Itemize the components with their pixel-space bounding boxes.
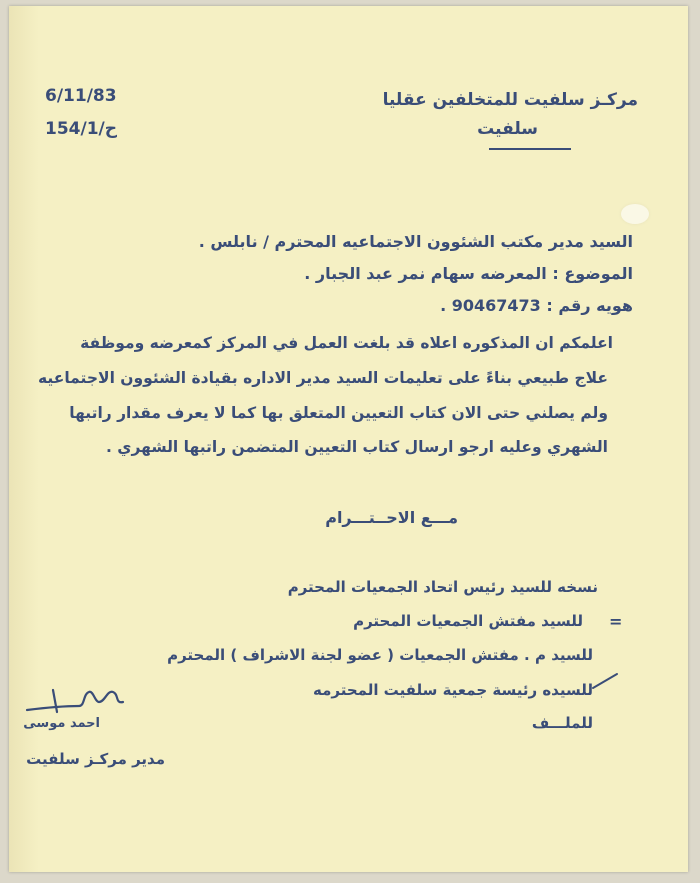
paper-stain — [621, 204, 649, 224]
letter-paper — [9, 6, 688, 872]
signer-name: احمد موسى — [23, 716, 100, 731]
addressee-line: السيد مدير مكتب الشئوون الاجتماعيه المحترم / نابلس . — [198, 232, 633, 251]
copy-line-4: للسيده رئيسة جمعية سلفيت المحترمه — [312, 681, 593, 699]
copy-line-5: للملـــف — [531, 714, 593, 732]
body-line-4: الشهري وعليه ارجو ارسال كتاب التعيين المتضمن راتبها الشهري . — [105, 438, 608, 456]
id-number: 90467473 — [451, 296, 541, 315]
id-label: هويه رقم : — [546, 296, 633, 315]
handwritten-signature — [23, 684, 133, 720]
subject-label: الموضوع : — [552, 264, 633, 283]
subject-line — [304, 264, 633, 283]
body-line-2: علاج طبيعي بناءً على تعليمات السيد مدير الاداره بقيادة الشئوون الاجتماعيه — [38, 369, 608, 387]
body-line-1: اعلمكم ان المذكوره اعلاه قد بلغت العمل في المركز كمعرضه وموظفة — [80, 334, 613, 352]
copy-line-2: للسيد مفتش الجمعيات المحترم — [353, 612, 583, 630]
signer-title: مدير مركـز سلفيت — [26, 750, 165, 768]
copy-mark: = — [609, 612, 623, 631]
copy-line-1: نسخه للسيد رئيس اتحاد الجمعيات المحترم — [287, 578, 598, 596]
body-line-3: ولم يصلني حتى الان كتاب التعيين المتعلق بها كما لا يعرف مقدار راتبها — [69, 404, 608, 422]
letter-reference: 154/1/ح — [45, 119, 117, 139]
paper-fold-shadow — [9, 6, 39, 872]
letter-date: 6/11/83 — [45, 86, 117, 106]
org-name: مركـز سلفيت للمتخلفين عقليا — [382, 90, 638, 110]
closing-greeting: مـــع الاحــتـــرام — [325, 508, 458, 527]
org-city: سلفيت — [477, 119, 538, 139]
check-tick-mark — [591, 670, 621, 692]
id-line — [440, 296, 633, 315]
subject-text: المعرضه سهام نمر عبد الجبار . — [304, 264, 547, 283]
copy-line-3: للسيد م . مفتش الجمعيات ( عضو لجنة الاشراف ) المحترم — [167, 646, 593, 664]
id-suffix: . — [440, 296, 447, 315]
org-city-underline — [489, 148, 571, 150]
